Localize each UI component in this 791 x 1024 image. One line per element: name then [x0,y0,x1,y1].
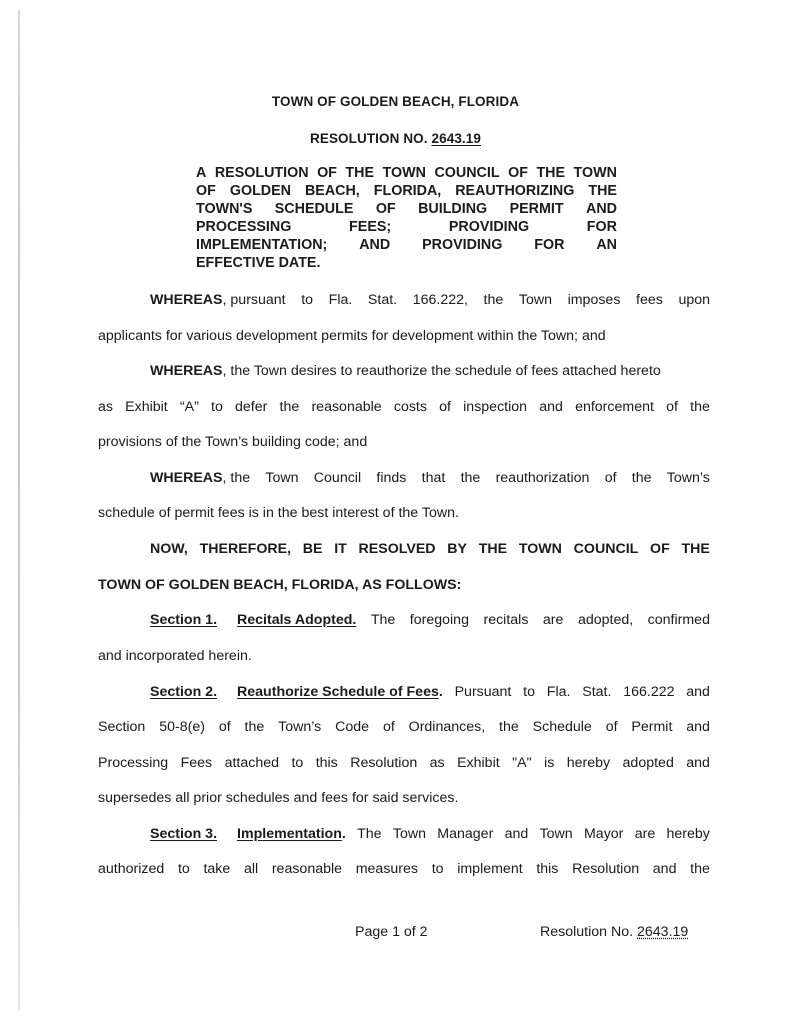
word: of [605,719,618,735]
word: TOWN [518,541,562,557]
title-word: PROVIDING [448,219,530,235]
word: to [211,399,223,415]
title-line [196,182,617,200]
word: the [279,399,300,415]
word: Ordinances, [408,719,486,735]
resolution-label: RESOLUTION NO. [309,131,428,146]
title-word: GOLDEN [229,183,291,199]
title-word: THE [536,165,566,181]
word: enforcement [575,399,654,415]
word: and [686,755,710,771]
word: Resolution [572,861,640,877]
word: to [523,684,536,700]
word: Exhibit [125,399,168,415]
word: THEREFORE, [199,541,292,557]
title-word: THE [588,183,617,199]
word: hereby [566,755,611,771]
page-number: Page 1 of 2 [355,924,428,940]
title-word: RESOLUTION [214,165,309,181]
word: 166.222, [412,292,468,308]
resolution-number-heading [0,131,791,146]
word: measures [355,861,419,877]
word: and [539,399,563,415]
section-number: Section 3. [150,826,218,842]
word: OF [650,541,670,557]
title-word: FOR [586,219,617,235]
footer-resolution [540,924,688,940]
word: and [686,684,710,700]
word: , the Town desires to reauthorize the schedule of fees attached hereto [222,363,661,379]
word: is [544,755,555,771]
title-word: A [196,165,207,181]
title-word: OF [317,165,337,181]
word: attached [224,755,280,771]
section-2-line-3 [98,753,710,773]
whereas-keyword: WHEREAS [150,292,223,308]
title-word: BUILDING [418,201,488,217]
footer-resolution-number: 2643.19 [637,924,689,940]
word: the [631,470,652,486]
word: Permit [631,719,673,735]
title-word: PERMIT [509,201,564,217]
title-word: AN [596,237,617,253]
resolution-title [196,164,617,272]
word: the [690,861,710,877]
word: Council [313,470,362,486]
word: “A” [179,399,199,415]
word: and [652,861,677,877]
section-3-heading [150,824,346,844]
section-1-line-2: and incorporated herein. [98,648,252,664]
section-1-line-1 [150,610,710,630]
word: Town [265,470,299,486]
section-2-line-4: supersedes all prior schedules and fees for said services. [98,790,459,806]
whereas-lead [150,361,661,381]
word: of [218,719,231,735]
word: adopted [622,755,674,771]
word: the [690,399,710,415]
word: all [243,861,259,877]
word: Resolution [350,755,418,771]
word: THE [681,541,710,557]
word: Schedule [532,719,592,735]
resolution-number: 2643.19 [431,131,481,146]
section-3-line-2 [98,859,710,879]
word: finds [376,470,407,486]
word: as [429,755,445,771]
section-title: Recitals Adopted. [237,612,357,628]
section-title: Implementation [237,826,342,842]
word: costs [393,399,427,415]
title-line [196,236,617,254]
title-word: IMPLEMENTATION; [196,237,328,253]
word: of [439,399,451,415]
word: Town [539,826,573,842]
word: recitals [483,612,529,628]
title-line [196,200,617,218]
word: to [301,292,314,308]
word: and [686,719,710,735]
word: to [177,861,190,877]
word: Town [392,826,426,842]
word: upon [678,292,710,308]
word: BE [302,541,323,557]
title-word: SCHEDULE [274,201,354,217]
scan-binding-line [18,10,20,1010]
whereas-lead [150,290,286,310]
title-line [196,164,617,182]
word: and [504,826,529,842]
word: the [499,719,519,735]
word: Mayor [583,826,624,842]
section-title-end: . [341,826,346,842]
word: Town’s [278,719,322,735]
word: take [203,861,231,877]
title-word: THE [345,165,375,181]
recital-1-line-1 [150,290,710,310]
section-number: Section 2. [150,684,218,700]
word: Fees [180,755,213,771]
word: NOW, [150,541,188,557]
word: confirmed [647,612,710,628]
word: Processing [98,755,169,771]
title-word: TOWN [573,165,617,181]
word: to [431,861,444,877]
word: The [357,826,382,842]
section-2-heading [150,682,443,702]
word: Pursuant [454,684,512,700]
title-word: REAUTHORIZING [455,183,575,199]
word: fees [636,292,663,308]
word: Town’s [666,470,710,486]
word: defer [235,399,268,415]
word: are [542,612,564,628]
word: Code [335,719,370,735]
title-line [196,254,617,272]
recital-1-line-2: applicants for various development permits for development within the Town; and [98,328,606,344]
title-line [196,218,617,236]
recital-3-line-2: schedule of permit fees is in the best interest of the Town. [98,505,459,521]
section-2-line-2 [98,717,710,737]
title-word: BEACH, [304,183,360,199]
word: inspection [463,399,528,415]
title-word: TOWN'S [196,201,253,217]
title-word: OF [375,201,396,217]
footer-resolution-label: Resolution No. [540,924,634,940]
title-word: EFFECTIVE DATE. [196,255,321,271]
title-word: PROVIDING [422,237,503,253]
word: Fla. [546,684,571,700]
word: Fla. [328,292,353,308]
title-word: FEES; [349,219,392,235]
title-word: FOR [534,237,565,253]
word: Town [518,292,552,308]
word: reasonable [271,861,343,877]
section-3-line-1 [150,824,710,844]
whereas-lead [150,468,250,488]
word: foregoing [409,612,469,628]
title-word: FLORIDA, [373,183,442,199]
section-1-heading [150,610,356,630]
word: the [460,470,481,486]
title-word: COUNCIL [434,165,500,181]
title-word: AND [586,201,617,217]
word: The [370,612,396,628]
word: RESOLVED [358,541,436,557]
title-word: AND [359,237,391,253]
word: that [421,470,446,486]
word: as [98,399,113,415]
town-heading: TOWN OF GOLDEN BEACH, FLORIDA [271,94,520,109]
word: authorized [98,861,165,877]
word: 166.222 [623,684,675,700]
resolved-line-2: TOWN OF GOLDEN BEACH, FLORIDA, AS FOLLOWS: [98,577,462,593]
recital-3-line-1 [150,468,710,488]
word: Exhibit [457,755,500,771]
word: THE [478,541,508,557]
word: reauthorization [495,470,590,486]
word: are [634,826,656,842]
word: "A" [512,755,532,771]
recital-2-line-2 [98,397,710,417]
word: Stat. [582,684,612,700]
word: 50-8(e) [159,719,205,735]
title-word: PROCESSING [196,219,292,235]
section-number: Section 1. [150,612,218,628]
section-title: Reauthorize Schedule of Fees [237,684,439,700]
recital-2-line-3: provisions of the Town’s building code; and [98,434,368,450]
word: of [666,399,678,415]
word: reasonable [311,399,382,415]
title-word: OF [508,165,528,181]
word: the [483,292,504,308]
word: the [244,719,265,735]
word: implement [457,861,523,877]
word: Manager [437,826,494,842]
word: Stat. [367,292,398,308]
word: Section [98,719,146,735]
word: this [315,755,338,771]
word: , pursuant [222,292,286,308]
title-word: TOWN [382,165,426,181]
word: IT [334,541,347,557]
word: adopted, [577,612,634,628]
whereas-keyword: WHEREAS [150,470,223,486]
word: , the [222,470,251,486]
section-2-line-1 [150,682,710,702]
word: COUNCIL [573,541,639,557]
word: to [291,755,304,771]
recital-2-line-1 [150,361,710,381]
word: of [604,470,617,486]
whereas-keyword: WHEREAS [150,363,223,379]
title-word: OF [196,183,216,199]
word: hereby [666,826,710,842]
word: imposes [567,292,621,308]
resolved-line-1 [150,539,710,559]
section-title-end: . [438,684,443,700]
word: this [536,861,559,877]
word: BY [447,541,467,557]
word: of [382,719,395,735]
